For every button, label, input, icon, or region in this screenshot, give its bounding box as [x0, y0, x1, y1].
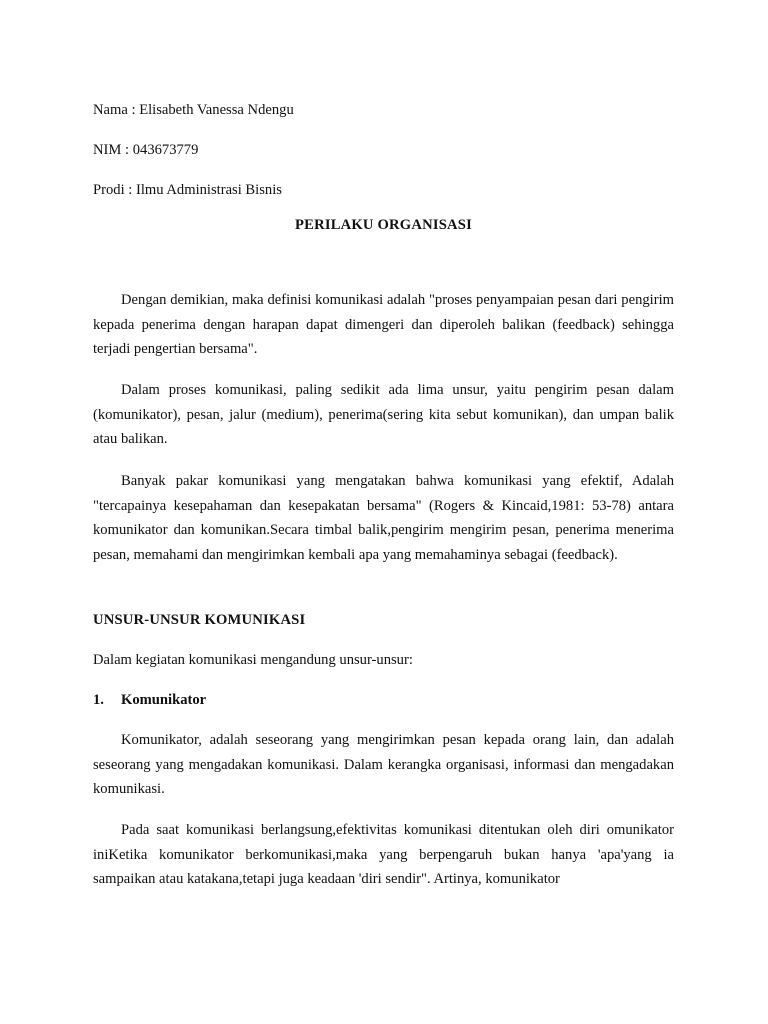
paragraph-definition: Dengan demikian, maka definisi komunikasi adalah "proses penyampaian pesan dari pengirim kepada penerima dengan harapan dapat dimengeri dan diperoleh balikan (feedback) sehingga terjadi pengertian bersama".	[93, 292, 674, 357]
paragraph-effective-communication: Banyak pakar komunikasi yang mengatakan bahwa komunikasi yang efektif, Adalah "tercapainya kesepahaman dan kesepakatan bersama" (Rogers & Kincaid,1981: 53-78) antara komunikator dan komunikan.Secara timbal balik,pengirim mengirim pesan, penerima menerima pesan, memahami dan mengirimkan kembali apa yang memahaminya sebagai (feedback).	[93, 473, 674, 563]
student-name: Nama : Elisabeth Vanessa Ndengu	[93, 102, 294, 118]
section-heading: UNSUR-UNSUR KOMUNIKASI	[93, 612, 306, 628]
list-item-title: Komunikator	[121, 692, 207, 708]
study-program: Prodi : Ilmu Administrasi Bisnis	[93, 182, 282, 198]
paragraph-komunikator-effectiveness: Pada saat komunikasi berlangsung,efektivitas komunikasi ditentukan oleh diri omunikator iniKetika komunikator berkomunikasi,maka yang berpengaruh bukan hanya 'apa'yang ia sampaikan atau katakana,tetapi juga keadaan 'diri sendir". Artinya, komunikator	[93, 822, 674, 887]
paragraph-elements: Dalam proses komunikasi, paling sedikit ada lima unsur, yaitu pengirim pesan dalam (komunikator), pesan, jalur (medium), penerima(sering kita sebut komunikan), dan umpan balik atau balikan.	[93, 382, 674, 447]
section-intro: Dalam kegiatan komunikasi mengandung unsur-unsur:	[93, 652, 413, 668]
document-title: PERILAKU ORGANISASI	[295, 217, 472, 233]
paragraph-komunikator-definition: Komunikator, adalah seseorang yang mengirimkan pesan kepada orang lain, dan adalah seseorang yang mengadakan komunikasi. Dalam kerangka organisasi, informasi dan mengadakan komunikasi.	[93, 732, 674, 797]
list-item-number: 1.	[93, 692, 104, 708]
student-nim: NIM : 043673779	[93, 142, 199, 158]
list-item-heading	[93, 690, 206, 710]
